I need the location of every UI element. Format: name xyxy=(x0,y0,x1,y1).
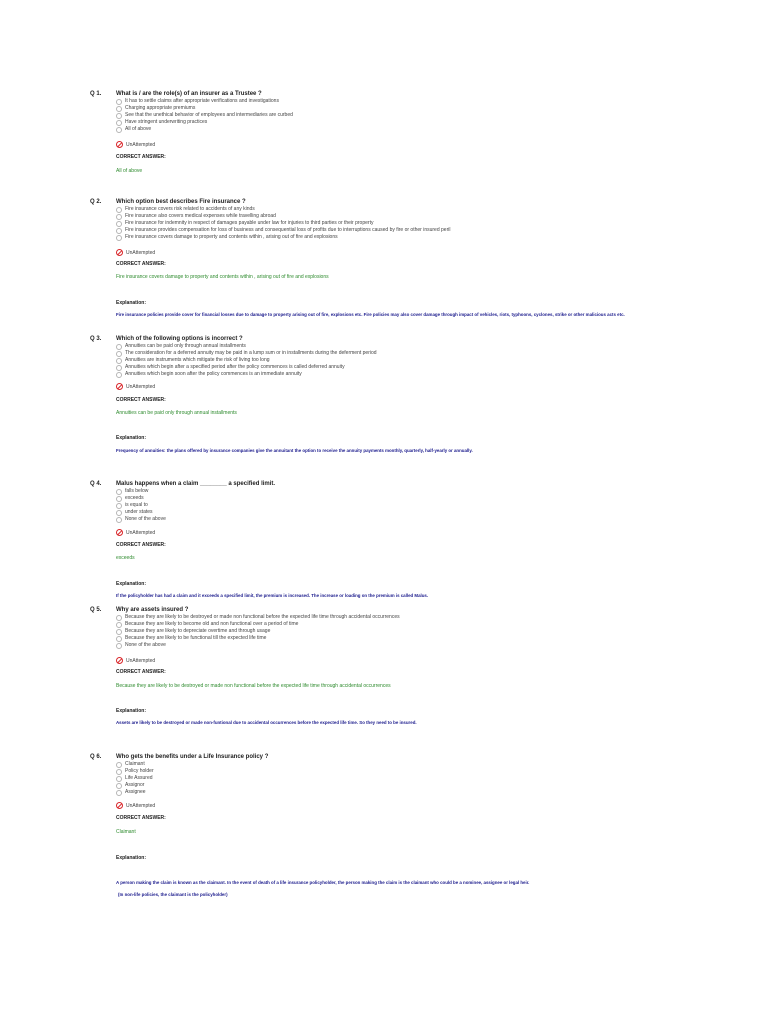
option-list xyxy=(116,98,293,133)
explanation-extra-text: (In non-life policies, the claimant is the policyholder) xyxy=(118,892,228,897)
status-text: UnAttempted xyxy=(126,249,156,256)
status-badge xyxy=(116,249,155,256)
option-3[interactable] xyxy=(116,112,293,119)
unattempted-icon xyxy=(116,249,123,256)
option-5[interactable] xyxy=(116,789,154,796)
option-2[interactable] xyxy=(116,105,293,112)
explanation-text: If the policyholder has had a claim and it exceeds a specified limit, the premium is increased. The increase or loading on the premium is called Malus. xyxy=(116,593,429,598)
option-label: Charging appropriate premiums xyxy=(125,105,196,111)
unattempted-icon xyxy=(116,657,123,664)
option-label: Because they are likely to become old and non functional over a period of time xyxy=(125,621,299,627)
radio-icon[interactable] xyxy=(116,106,122,112)
correct-answer-label: CORRECT ANSWER: xyxy=(116,669,166,675)
option-1[interactable] xyxy=(116,206,450,213)
radio-icon[interactable] xyxy=(116,351,122,357)
option-5[interactable] xyxy=(116,234,450,241)
option-label: is equal to xyxy=(125,502,148,508)
radio-icon[interactable] xyxy=(116,99,122,105)
option-list xyxy=(116,614,400,649)
option-label: See that the unethical behavior of employees and intermediaries are curbed xyxy=(125,112,293,118)
correct-answer-value: Fire insurance covers damage to property and contents within , arising out of fire and explosions xyxy=(116,274,329,280)
radio-icon[interactable] xyxy=(116,783,122,789)
correct-answer-label: CORRECT ANSWER: xyxy=(116,542,166,548)
option-3[interactable] xyxy=(116,357,377,364)
status-text: UnAttempted xyxy=(126,657,156,664)
option-label: The consideration for a deferred annuity may be paid in a lump sum or in installments during the deferment period xyxy=(125,350,377,356)
radio-icon[interactable] xyxy=(116,517,122,523)
option-1[interactable] xyxy=(116,761,154,768)
explanation-label: Explanation: xyxy=(116,581,147,587)
question-text: Which of the following options is incorrect ? xyxy=(116,336,243,342)
unattempted-icon xyxy=(116,383,123,390)
option-label: Have stringent underwriting practices xyxy=(125,119,208,125)
explanation-label: Explanation: xyxy=(116,300,147,306)
status-text: UnAttempted xyxy=(126,802,156,809)
option-label: Life Assured xyxy=(125,775,153,781)
status-text: UnAttempted xyxy=(126,383,156,390)
explanation-label: Explanation: xyxy=(116,435,147,441)
option-label: Annuities can be paid only through annual installments xyxy=(125,343,246,349)
explanation-text: Assets are likely to be destroyed or made non-funtional due to accidental occurrences before the expected life time. So they need to be insured. xyxy=(116,720,417,725)
option-1[interactable] xyxy=(116,614,400,621)
option-list xyxy=(116,488,166,523)
radio-icon[interactable] xyxy=(116,776,122,782)
option-5[interactable] xyxy=(116,126,293,133)
radio-icon[interactable] xyxy=(116,221,122,227)
radio-icon[interactable] xyxy=(116,510,122,516)
radio-icon[interactable] xyxy=(116,496,122,502)
option-label: Assignor xyxy=(125,782,145,788)
option-label: None of the above xyxy=(125,516,166,522)
option-4[interactable] xyxy=(116,227,450,234)
radio-icon[interactable] xyxy=(116,643,122,649)
option-4[interactable] xyxy=(116,782,154,789)
option-4[interactable] xyxy=(116,635,400,642)
status-badge xyxy=(116,802,155,809)
option-label: Fire insurance for indemnity in respect of damages payable under law for injuries to third parties or their property xyxy=(125,220,374,226)
option-2[interactable] xyxy=(116,213,450,220)
status-badge xyxy=(116,383,155,390)
option-label: Claimant xyxy=(125,761,145,767)
correct-answer-label: CORRECT ANSWER: xyxy=(116,397,166,403)
correct-answer-label: CORRECT ANSWER: xyxy=(116,815,166,821)
explanation-label: Explanation: xyxy=(116,708,147,714)
option-5[interactable] xyxy=(116,516,166,523)
question-text: Why are assets insured ? xyxy=(116,607,189,613)
radio-icon[interactable] xyxy=(116,207,122,213)
question-text: Malus happens when a claim ________ a specified limit. xyxy=(116,481,276,487)
option-label: Annuities which begin soon after the policy commences is an immediate annuity xyxy=(125,371,302,377)
option-label: exceeds xyxy=(125,495,144,501)
option-list xyxy=(116,343,377,378)
explanation-text: Frequency of annuities: the plans offered by insurance companies give the annuitant the option to receive the annuity payments monthly, quarterly, half-yearly or annually. xyxy=(116,448,473,453)
option-3[interactable] xyxy=(116,220,450,227)
option-2[interactable] xyxy=(116,621,400,628)
status-badge xyxy=(116,529,155,536)
explanation-text: A person making the claim is known as the claimant. In the event of death of a life insurance policyholder, the person making the claim is the claimant who could be a nominee, assignee or legal heir. xyxy=(116,880,530,885)
radio-icon[interactable] xyxy=(116,228,122,234)
correct-answer-value: Claimant xyxy=(116,829,136,835)
option-4[interactable] xyxy=(116,509,166,516)
explanation-text: Fire insurance policies provide cover for financial losses due to damage to property arising out of fire, explosions etc. Fire policies may also cover damage through impact of vehicles, riots, typhoons, cyclones, strike or other malicious acts etc. xyxy=(116,312,625,317)
radio-icon[interactable] xyxy=(116,615,122,621)
option-label: Because they are likely to depreciate overtime and through usage xyxy=(125,628,271,634)
correct-answer-label: CORRECT ANSWER: xyxy=(116,261,166,267)
option-label: It has to settle claims after appropriate verifications and investigations xyxy=(125,98,279,104)
option-label: Annuities which begin after a specified period after the policy commences is called deferred annuity xyxy=(125,364,345,370)
option-2[interactable] xyxy=(116,495,166,502)
radio-icon[interactable] xyxy=(116,214,122,220)
option-label: Fire insurance provides compensation for loss of business and consequential loss of profits due to interruptions caused by fire or other insured peril xyxy=(125,227,451,233)
correct-answer-value: All of above xyxy=(116,168,143,174)
option-label: under states xyxy=(125,509,153,515)
correct-answer-value: Because they are likely to be destroyed or made non functional before the expected life time through accidental occurrences xyxy=(116,683,391,689)
correct-answer-value: exceeds xyxy=(116,555,135,561)
option-label: Because they are likely to be destroyed or made non functional before the expected life time through accidental occurrences xyxy=(125,614,400,620)
question-text: Which option best describes Fire insurance ? xyxy=(116,199,246,205)
unattempted-icon xyxy=(116,529,123,536)
status-text: UnAttempted xyxy=(126,141,156,148)
option-5[interactable] xyxy=(116,642,400,649)
option-2[interactable] xyxy=(116,350,377,357)
correct-answer-label: CORRECT ANSWER: xyxy=(116,154,166,160)
radio-icon[interactable] xyxy=(116,636,122,642)
option-2[interactable] xyxy=(116,768,154,775)
question-text: Who gets the benefits under a Life Insurance policy ? xyxy=(116,754,269,760)
option-label: Fire insurance covers risk related to accidents of any kinds xyxy=(125,206,255,212)
option-label: Fire insurance also covers medical expenses while travelling abroad xyxy=(125,213,276,219)
option-4[interactable] xyxy=(116,119,293,126)
radio-icon[interactable] xyxy=(116,113,122,119)
status-badge xyxy=(116,141,155,148)
status-badge xyxy=(116,657,155,664)
option-5[interactable] xyxy=(116,371,377,378)
radio-icon[interactable] xyxy=(116,762,122,768)
question-number: Q 3. xyxy=(90,336,102,342)
option-3[interactable] xyxy=(116,775,154,782)
correct-answer-value: Annuities can be paid only through annual installments xyxy=(116,410,237,416)
radio-icon[interactable] xyxy=(116,344,122,350)
radio-icon[interactable] xyxy=(116,769,122,775)
radio-icon[interactable] xyxy=(116,629,122,635)
option-label: Fire insurance covers damage to property and contents within , arising out of fire and explosions xyxy=(125,234,338,240)
option-1[interactable] xyxy=(116,343,377,350)
radio-icon[interactable] xyxy=(116,790,122,796)
option-3[interactable] xyxy=(116,628,400,635)
unattempted-icon xyxy=(116,802,123,809)
option-label: Assignee xyxy=(125,789,146,795)
question-number: Q 6. xyxy=(90,754,102,760)
radio-icon[interactable] xyxy=(116,503,122,509)
radio-icon[interactable] xyxy=(116,489,122,495)
option-list xyxy=(116,761,154,796)
radio-icon[interactable] xyxy=(116,358,122,364)
option-1[interactable] xyxy=(116,488,166,495)
question-number: Q 5. xyxy=(90,607,102,613)
radio-icon[interactable] xyxy=(116,372,122,378)
option-4[interactable] xyxy=(116,364,377,371)
option-list xyxy=(116,206,450,241)
option-label: Annuities are instruments which mitigate the risk of living too long xyxy=(125,357,270,363)
radio-icon[interactable] xyxy=(116,235,122,241)
option-label: Policy holder xyxy=(125,768,154,774)
explanation-label: Explanation: xyxy=(116,855,147,861)
option-label: Because they are likely to be functional till the expected life time xyxy=(125,635,267,641)
status-text: UnAttempted xyxy=(126,529,156,536)
question-text: What is / are the role(s) of an insurer as a Trustee ? xyxy=(116,91,262,97)
question-number: Q 4. xyxy=(90,481,102,487)
radio-icon[interactable] xyxy=(116,622,122,628)
option-label: None of the above xyxy=(125,642,166,648)
radio-icon[interactable] xyxy=(116,120,122,126)
option-label: falls below xyxy=(125,488,149,494)
option-label: All of above xyxy=(125,126,152,132)
radio-icon[interactable] xyxy=(116,365,122,371)
question-number: Q 1. xyxy=(90,91,102,97)
unattempted-icon xyxy=(116,141,123,148)
option-3[interactable] xyxy=(116,502,166,509)
radio-icon[interactable] xyxy=(116,127,122,133)
option-1[interactable] xyxy=(116,98,293,105)
question-number: Q 2. xyxy=(90,199,102,205)
